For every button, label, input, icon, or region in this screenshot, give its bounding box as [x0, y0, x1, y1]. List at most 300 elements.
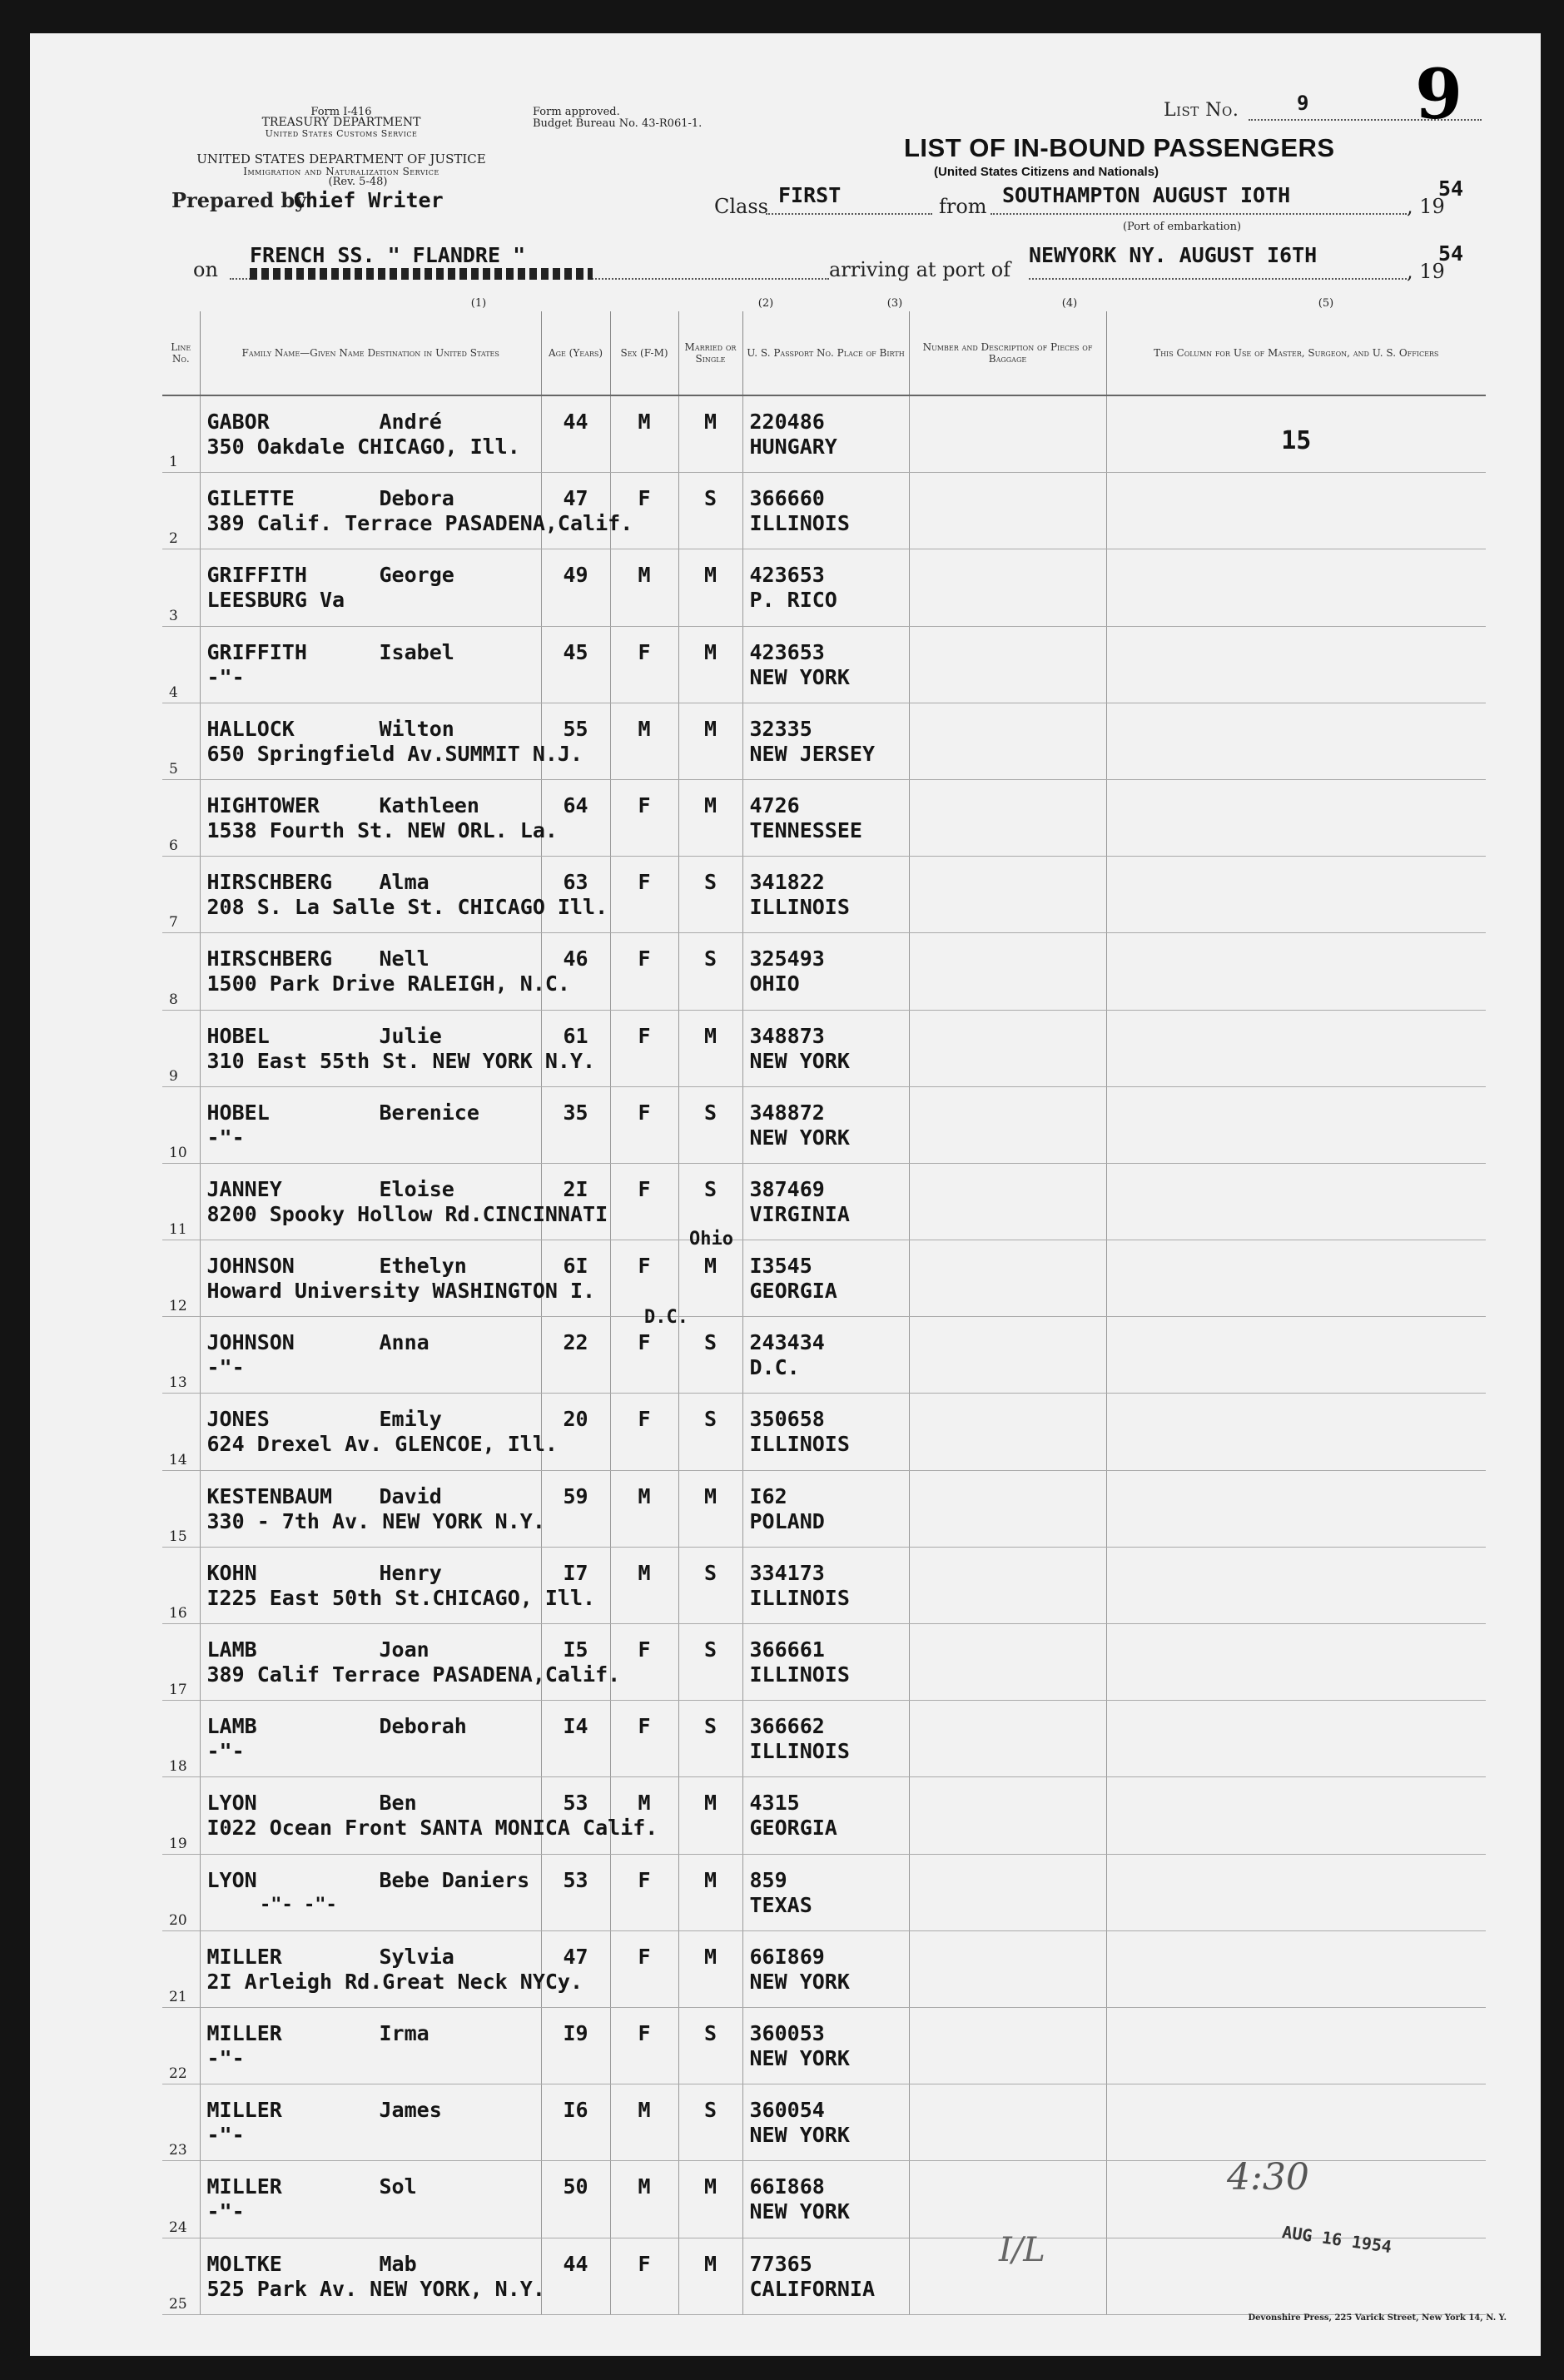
- age: 61: [563, 1023, 588, 1048]
- destination: -"-: [206, 2199, 245, 2224]
- baggage-cell: [909, 1930, 1106, 2007]
- table-row: [162, 1930, 1486, 2007]
- line-number: 25: [169, 2295, 187, 2313]
- vessel-name: FRENCH SS. " FLANDRE ": [250, 243, 526, 267]
- date-stamp: AUG 16 1954: [1280, 2221, 1393, 2258]
- line-number: 4: [169, 683, 178, 701]
- given-name: Berenice: [379, 1100, 479, 1125]
- family-name: KOHN: [206, 1560, 257, 1585]
- officers-cell: [1106, 1240, 1486, 1317]
- passport-number: I3545: [749, 1254, 812, 1279]
- family-name: JONES: [206, 1407, 270, 1432]
- page-subtitle: (United States Citizens and Nationals): [934, 165, 1159, 179]
- sex-cell: [610, 857, 678, 933]
- baggage-cell: [909, 395, 1106, 473]
- age: 53: [563, 1791, 588, 1816]
- sex-cell: [610, 1930, 678, 2007]
- sex: F: [638, 2251, 651, 2276]
- handwritten-time: 4:30: [1227, 2156, 1309, 2199]
- given-name: Deborah: [379, 1714, 467, 1739]
- place-of-birth: ILLINOIS: [749, 1739, 850, 1764]
- name-cell: [200, 1701, 541, 1777]
- baggage-cell: [909, 1777, 1106, 1854]
- name-cell: [200, 395, 541, 473]
- given-name: Sol: [379, 2174, 417, 2199]
- line-number-cell: [162, 1547, 200, 1623]
- age-cell: [541, 473, 610, 549]
- place-of-birth: POLAND: [749, 1508, 825, 1533]
- destination: 389 Calif. Terrace PASADENA,Calif.: [206, 511, 633, 536]
- marital-cell: [678, 1317, 742, 1394]
- table-row: [162, 395, 1486, 473]
- passport-number: 423653: [749, 563, 825, 588]
- given-name: Anna: [379, 1330, 429, 1355]
- col-num-1: (1): [470, 297, 487, 310]
- line-number: 16: [169, 1605, 187, 1622]
- destination: Howard University WASHINGTON I.: [206, 1279, 596, 1304]
- line-number-cell: [162, 2161, 200, 2238]
- sex-cell: [610, 1624, 678, 1701]
- age-cell: [541, 2084, 610, 2161]
- age-cell: [541, 703, 610, 779]
- given-name: Julie: [379, 1023, 442, 1048]
- passenger-table: [162, 311, 1486, 2315]
- marital-cell: [678, 857, 742, 933]
- family-name: GABOR: [206, 410, 270, 434]
- place-of-birth: NEW JERSEY: [749, 741, 876, 766]
- place-of-birth: NEW YORK: [749, 1969, 850, 1994]
- table-row: [162, 2007, 1486, 2084]
- line-number-cell: [162, 1624, 200, 1701]
- line-number-cell: [162, 473, 200, 549]
- col-header-married: Married or Single: [678, 311, 742, 395]
- year-value: 54: [1438, 176, 1464, 201]
- passport-number: 423653: [749, 639, 825, 664]
- passport-cell: [742, 549, 909, 626]
- sex-cell: [610, 1240, 678, 1317]
- sex: F: [638, 870, 651, 895]
- passport-number: 360054: [749, 2098, 825, 2123]
- given-name: Nell: [379, 947, 429, 971]
- marital-cell: [678, 626, 742, 703]
- passport-cell: [742, 1163, 909, 1240]
- sex-cell: [610, 626, 678, 703]
- prepared-by: Chief Writer: [293, 188, 444, 212]
- officers-cell: [1106, 1163, 1486, 1240]
- passport-cell: [742, 473, 909, 549]
- sex-cell: [610, 2161, 678, 2238]
- sex: M: [638, 410, 651, 434]
- form-number: Form I-416: [310, 106, 372, 118]
- age-cell: [541, 1701, 610, 1777]
- marital-cell: [678, 2238, 742, 2314]
- age: 46: [563, 947, 588, 971]
- place-of-birth: NEW YORK: [749, 2199, 850, 2224]
- year-prefix-2: , 19: [1407, 260, 1445, 283]
- revision: (Rev. 5-48): [328, 176, 388, 188]
- age-cell: [541, 933, 610, 1010]
- sex-cell: [610, 395, 678, 473]
- line-number-cell: [162, 395, 200, 473]
- family-name: GRIFFITH: [206, 563, 307, 588]
- passport-cell: [742, 2161, 909, 2238]
- marital-cell: [678, 1394, 742, 1470]
- baggage-cell: [909, 779, 1106, 856]
- passport-cell: [742, 703, 909, 779]
- baggage-cell: [909, 626, 1106, 703]
- family-name: LYON: [206, 1791, 257, 1816]
- age: 64: [563, 793, 588, 817]
- sex-cell: [610, 933, 678, 1010]
- marital-cell: [678, 1240, 742, 1317]
- baggage-cell: [909, 1624, 1106, 1701]
- arriving-value: NEWYORK NY. AUGUST I6TH: [1029, 243, 1318, 267]
- col-header-line: Line No.: [162, 311, 200, 395]
- age-cell: [541, 1624, 610, 1701]
- table-row: [162, 703, 1486, 779]
- family-name: MILLER: [206, 2098, 282, 2123]
- passport-number: 66I869: [749, 1944, 825, 1969]
- age: 47: [563, 486, 588, 511]
- marital-status: M: [703, 716, 717, 741]
- col-header-age: Age (Years): [541, 311, 610, 395]
- given-name: Isabel: [379, 639, 454, 664]
- line-number-cell: [162, 1930, 200, 2007]
- given-name: Ethelyn: [379, 1254, 467, 1279]
- place-of-birth: NEW YORK: [749, 664, 850, 689]
- sex-cell: [610, 2007, 678, 2084]
- sex-cell: [610, 473, 678, 549]
- line-number: 1: [169, 454, 178, 471]
- line-number: 8: [169, 991, 178, 1008]
- name-cell: [200, 1470, 545, 1547]
- passport-number: 366661: [749, 1637, 825, 1662]
- age: 50: [563, 2174, 588, 2199]
- destination: 8200 Spooky Hollow Rd.CINCINNATI: [206, 1201, 608, 1226]
- col-header-name: Family Name—Given Name Destination in United States: [200, 311, 541, 395]
- marital-status: S: [703, 2020, 717, 2045]
- passport-cell: [742, 2007, 909, 2084]
- destination: 389 Calif Terrace PASADENA,Calif.: [206, 1662, 621, 1687]
- family-name: MILLER: [206, 2020, 282, 2045]
- from-label: from: [939, 195, 987, 218]
- table-row: [162, 626, 1486, 703]
- family-name: HIRSCHBERG: [206, 870, 333, 895]
- sex: F: [638, 1100, 651, 1125]
- given-name: Henry: [379, 1560, 442, 1585]
- struck-out-text: [250, 268, 593, 280]
- marital-status: M: [703, 2174, 717, 2199]
- given-name: Joan: [379, 1637, 429, 1662]
- passport-number: I62: [749, 1483, 787, 1508]
- table-row: [162, 1547, 1486, 1623]
- passport-cell: [742, 1470, 909, 1547]
- officers-cell: [1106, 779, 1486, 856]
- marital-status: S: [703, 1407, 717, 1432]
- given-name: James: [379, 2098, 442, 2123]
- line-number: 17: [169, 1682, 187, 1699]
- age-cell: [541, 1547, 610, 1623]
- form-approved: Form approved.: [533, 106, 620, 118]
- name-cell: [200, 626, 541, 703]
- passport-number: 350658: [749, 1407, 825, 1432]
- family-name: HOBEL: [206, 1023, 270, 1048]
- destination: 310 East 55th St. NEW YORK N.Y.: [206, 1048, 596, 1073]
- marital-status: M: [703, 793, 717, 817]
- line-number-cell: [162, 1317, 200, 1394]
- line-number-cell: [162, 1240, 200, 1317]
- marital-cell: [678, 395, 742, 473]
- officers-cell: [1106, 395, 1486, 473]
- passport-cell: [742, 1930, 909, 2007]
- class-label: Class: [714, 195, 768, 218]
- passport-cell: [742, 1010, 909, 1086]
- line-number-cell: [162, 1010, 200, 1086]
- name-cell: [200, 933, 570, 1010]
- line-number: 15: [169, 1528, 187, 1545]
- destination: 1500 Park Drive RALEIGH, N.C.: [206, 971, 570, 996]
- officers-cell: [1106, 1854, 1486, 1930]
- marital-cell: [678, 549, 742, 626]
- passport-cell: [742, 2238, 909, 2314]
- line-number: 11: [169, 1221, 187, 1239]
- passport-cell: [742, 626, 909, 703]
- line-number-cell: [162, 2007, 200, 2084]
- line-number: 21: [169, 1988, 187, 2005]
- given-name: Emily: [379, 1407, 442, 1432]
- ditto-row-20: -"- -"-: [260, 1895, 337, 1915]
- sex-cell: [610, 1470, 678, 1547]
- col-num-3: (3): [886, 297, 903, 310]
- baggage-cell: [909, 473, 1106, 549]
- officers-cell: [1106, 1317, 1486, 1394]
- line-number-cell: [162, 1854, 200, 1930]
- line-number: 10: [169, 1144, 187, 1161]
- baggage-cell: [909, 1701, 1106, 1777]
- given-name: Sylvia: [379, 1944, 454, 1969]
- passport-cell: [742, 1777, 909, 1854]
- family-name: MILLER: [206, 1944, 282, 1969]
- line-number-cell: [162, 1470, 200, 1547]
- family-name: JOHNSON: [206, 1330, 295, 1355]
- destination: 330 - 7th Av. NEW YORK N.Y.: [206, 1508, 545, 1533]
- family-name: HIRSCHBERG: [206, 947, 333, 971]
- officer-note: 15: [1281, 426, 1312, 455]
- name-cell: [200, 1394, 558, 1470]
- line-number-cell: [162, 1777, 200, 1854]
- age: I6: [563, 2098, 588, 2123]
- sex-cell: [610, 1701, 678, 1777]
- family-name: LYON: [206, 1867, 257, 1892]
- given-name: Eloise: [379, 1176, 454, 1201]
- handwritten-initials: I/L: [999, 2231, 1045, 2269]
- line-number-cell: [162, 549, 200, 626]
- age: 55: [563, 716, 588, 741]
- sex-cell: [610, 1394, 678, 1470]
- destination: 1538 Fourth St. NEW ORL. La.: [206, 817, 558, 842]
- name-cell: [200, 2084, 541, 2161]
- marital-status: M: [703, 1483, 717, 1508]
- passport-cell: [742, 779, 909, 856]
- place-of-birth: TENNESSEE: [749, 817, 862, 842]
- year-prefix: , 19: [1407, 195, 1445, 218]
- marital-status: S: [703, 1100, 717, 1125]
- table-row: [162, 1240, 1486, 1317]
- table-row: [162, 779, 1486, 856]
- age-cell: [541, 1470, 610, 1547]
- place-of-birth: ILLINOIS: [749, 511, 850, 536]
- line-number-cell: [162, 1086, 200, 1163]
- passport-cell: [742, 1394, 909, 1470]
- given-name: Mab: [379, 2251, 417, 2276]
- justice-dept: UNITED STATES DEPARTMENT OF JUSTICE: [196, 152, 486, 166]
- name-cell: [200, 2161, 541, 2238]
- age: 53: [563, 1867, 588, 1892]
- from-value: SOUTHAMPTON AUGUST IOTH: [1002, 183, 1291, 207]
- age-cell: [541, 857, 610, 933]
- family-name: LAMB: [206, 1637, 257, 1662]
- line-number: 5: [169, 760, 178, 778]
- place-of-birth: GEORGIA: [749, 1816, 837, 1841]
- destination: 525 Park Av. NEW YORK, N.Y.: [206, 2276, 545, 2301]
- passport-cell: [742, 933, 909, 1010]
- place-of-birth: OHIO: [749, 971, 800, 996]
- age: 20: [563, 1407, 588, 1432]
- arriving-label: arriving at port of: [829, 258, 1011, 281]
- place-of-birth: NEW YORK: [749, 2123, 850, 2148]
- table-row: [162, 1701, 1486, 1777]
- name-cell: [200, 549, 541, 626]
- list-no-small: 9: [1297, 92, 1309, 115]
- marital-status: M: [703, 2251, 717, 2276]
- baggage-cell: [909, 1854, 1106, 1930]
- line-number-cell: [162, 2238, 200, 2314]
- age: I5: [563, 1637, 588, 1662]
- marital-cell: [678, 1624, 742, 1701]
- place-of-birth: CALIFORNIA: [749, 2276, 876, 2301]
- baggage-cell: [909, 1317, 1106, 1394]
- marital-status: S: [703, 1714, 717, 1739]
- given-name: Wilton: [379, 716, 454, 741]
- line-number-cell: [162, 857, 200, 933]
- baggage-cell: [909, 1163, 1106, 1240]
- line-number-cell: [162, 1163, 200, 1240]
- age-cell: [541, 1854, 610, 1930]
- table-row: [162, 2238, 1486, 2314]
- officers-cell: [1106, 1394, 1486, 1470]
- prepared-label: Prepared by: [171, 188, 307, 212]
- line-number: 9: [169, 1067, 178, 1085]
- passport-cell: [742, 1624, 909, 1701]
- baggage-cell: [909, 2161, 1106, 2238]
- sex: F: [638, 1330, 651, 1355]
- page-title: LIST OF IN-BOUND PASSENGERS: [904, 133, 1335, 162]
- family-name: HOBEL: [206, 1100, 270, 1125]
- place-of-birth: VIRGINIA: [749, 1201, 850, 1226]
- passport-number: 859: [749, 1867, 787, 1892]
- destination: 624 Drexel Av. GLENCOE, Ill.: [206, 1432, 558, 1457]
- passport-number: 243434: [749, 1330, 825, 1355]
- sex: F: [638, 1944, 651, 1969]
- marital-status: M: [703, 1254, 717, 1279]
- line-number-cell: [162, 2084, 200, 2161]
- sex-cell: [610, 2084, 678, 2161]
- sex: F: [638, 2020, 651, 2045]
- baggage-cell: [909, 1394, 1106, 1470]
- passport-cell: [742, 1240, 909, 1317]
- passport-number: 325493: [749, 947, 825, 971]
- table-row: [162, 1777, 1486, 1854]
- passport-cell: [742, 857, 909, 933]
- age-cell: [541, 1777, 610, 1854]
- marital-status: M: [703, 563, 717, 588]
- place-of-birth: GEORGIA: [749, 1279, 837, 1304]
- destination: LEESBURG Va: [206, 588, 345, 613]
- destination: 208 S. La Salle St. CHICAGO Ill.: [206, 895, 608, 920]
- baggage-cell: [909, 703, 1106, 779]
- marital-cell: [678, 2084, 742, 2161]
- table-row: [162, 1394, 1486, 1470]
- baggage-cell: [909, 2007, 1106, 2084]
- line-number-cell: [162, 933, 200, 1010]
- sex-cell: [610, 779, 678, 856]
- place-of-birth: NEW YORK: [749, 2045, 850, 2070]
- destination: 2I Arleigh Rd.Great Neck NYCy.: [206, 1969, 583, 1994]
- age-cell: [541, 395, 610, 473]
- passport-number: 387469: [749, 1176, 825, 1201]
- line-number: 14: [169, 1451, 187, 1468]
- line-number: 19: [169, 1835, 187, 1852]
- place-of-birth: TEXAS: [749, 1892, 812, 1917]
- col-num-4: (4): [1061, 297, 1078, 310]
- age-cell: [541, 2238, 610, 2314]
- family-name: JANNEY: [206, 1176, 282, 1201]
- marital-status: S: [703, 947, 717, 971]
- list-no-label: List No.: [1164, 100, 1239, 121]
- sex: M: [638, 1483, 651, 1508]
- destination: 350 Oakdale CHICAGO, Ill.: [206, 435, 520, 459]
- marital-cell: [678, 703, 742, 779]
- destination: I225 East 50th St.CHICAGO, Ill.: [206, 1585, 596, 1610]
- name-cell: [200, 1317, 541, 1394]
- table-row: [162, 473, 1486, 549]
- family-name: LAMB: [206, 1714, 257, 1739]
- class-value: FIRST: [778, 183, 842, 207]
- sex: F: [638, 947, 651, 971]
- sex: F: [638, 486, 651, 511]
- place-of-birth: ILLINOIS: [749, 895, 850, 920]
- on-label: on: [193, 258, 218, 281]
- line-number-cell: [162, 1701, 200, 1777]
- marital-status: S: [703, 1637, 717, 1662]
- line-number-cell: [162, 703, 200, 779]
- destination: -"-: [206, 1355, 245, 1380]
- age: I9: [563, 2020, 588, 2045]
- age-cell: [541, 1394, 610, 1470]
- line-number: 13: [169, 1374, 187, 1392]
- table-row: [162, 2084, 1486, 2161]
- officers-cell: [1106, 1010, 1486, 1086]
- marital-status: M: [703, 1944, 717, 1969]
- age: 59: [563, 1483, 588, 1508]
- passport-number: 32335: [749, 716, 812, 741]
- family-name: MOLTKE: [206, 2251, 282, 2276]
- place-of-birth: P. RICO: [749, 588, 837, 613]
- sex: M: [638, 1791, 651, 1816]
- passport-cell: [742, 395, 909, 473]
- age-cell: [541, 1317, 610, 1394]
- place-of-birth: HUNGARY: [749, 435, 837, 459]
